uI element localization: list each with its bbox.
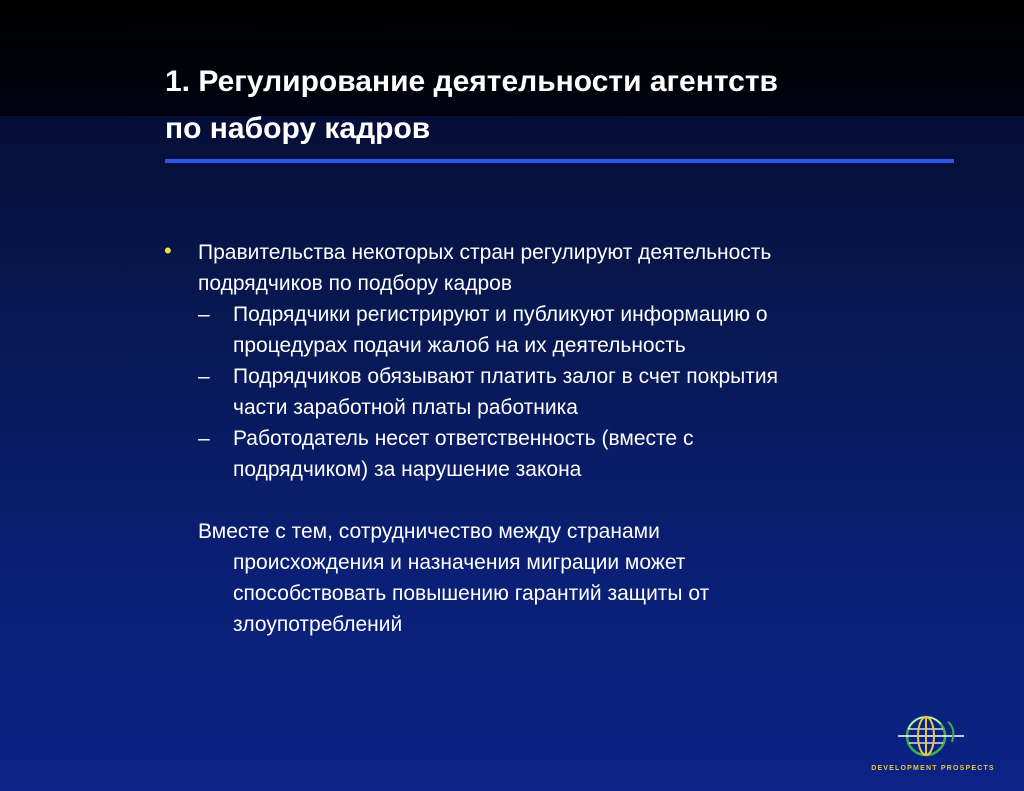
dash-marker: – <box>198 365 210 388</box>
bullet-line-1: Правительства некоторых стран регулируют деятельность <box>198 241 772 264</box>
globe-icon <box>896 712 966 762</box>
sub-item-line: Подрядчики регистрируют и публикуют информацию о <box>233 303 768 326</box>
sub-item-line: процедурах подачи жалоб на их деятельность <box>233 334 686 357</box>
title-divider <box>165 159 954 163</box>
sub-item-registration <box>198 299 940 361</box>
sub-item-line: подрядчиком) за нарушение закона <box>233 458 582 481</box>
paragraph-line-2: происхождения и назначения миграции может <box>233 551 686 574</box>
paragraph-line-4: злоупотреблений <box>233 613 403 636</box>
paragraph-line-1: Вместе с тем, сотрудничество между странами <box>198 520 660 543</box>
sub-item-line: части заработной платы работника <box>233 396 578 419</box>
sub-item-liability <box>198 423 940 485</box>
slide-title <box>165 58 985 152</box>
slide-title-line-1: 1. Регулирование деятельности агентств <box>165 65 778 98</box>
closing-paragraph <box>160 516 940 640</box>
bullet-line-2: подрядчиков по подбору кадров <box>198 272 512 295</box>
dash-marker: – <box>198 303 210 326</box>
bullet-dot-icon: • <box>164 238 172 263</box>
slide-body <box>160 237 940 640</box>
sub-list <box>198 299 940 485</box>
development-prospects-logo <box>862 712 1004 778</box>
bullet-item <box>160 237 940 485</box>
paragraph-line-3: способствовать повышению гарантий защиты от <box>233 582 710 605</box>
slide-title-line-2: по набору кадров <box>165 112 431 145</box>
sub-item-deposit <box>198 361 940 423</box>
dash-marker: – <box>198 427 210 450</box>
sub-item-line: Работодатель несет ответственность (вместе с <box>233 427 694 450</box>
logo-text: DEVELOPMENT PROSPECTS <box>871 765 995 772</box>
sub-item-line: Подрядчиков обязывают платить залог в счет покрытия <box>233 365 778 388</box>
